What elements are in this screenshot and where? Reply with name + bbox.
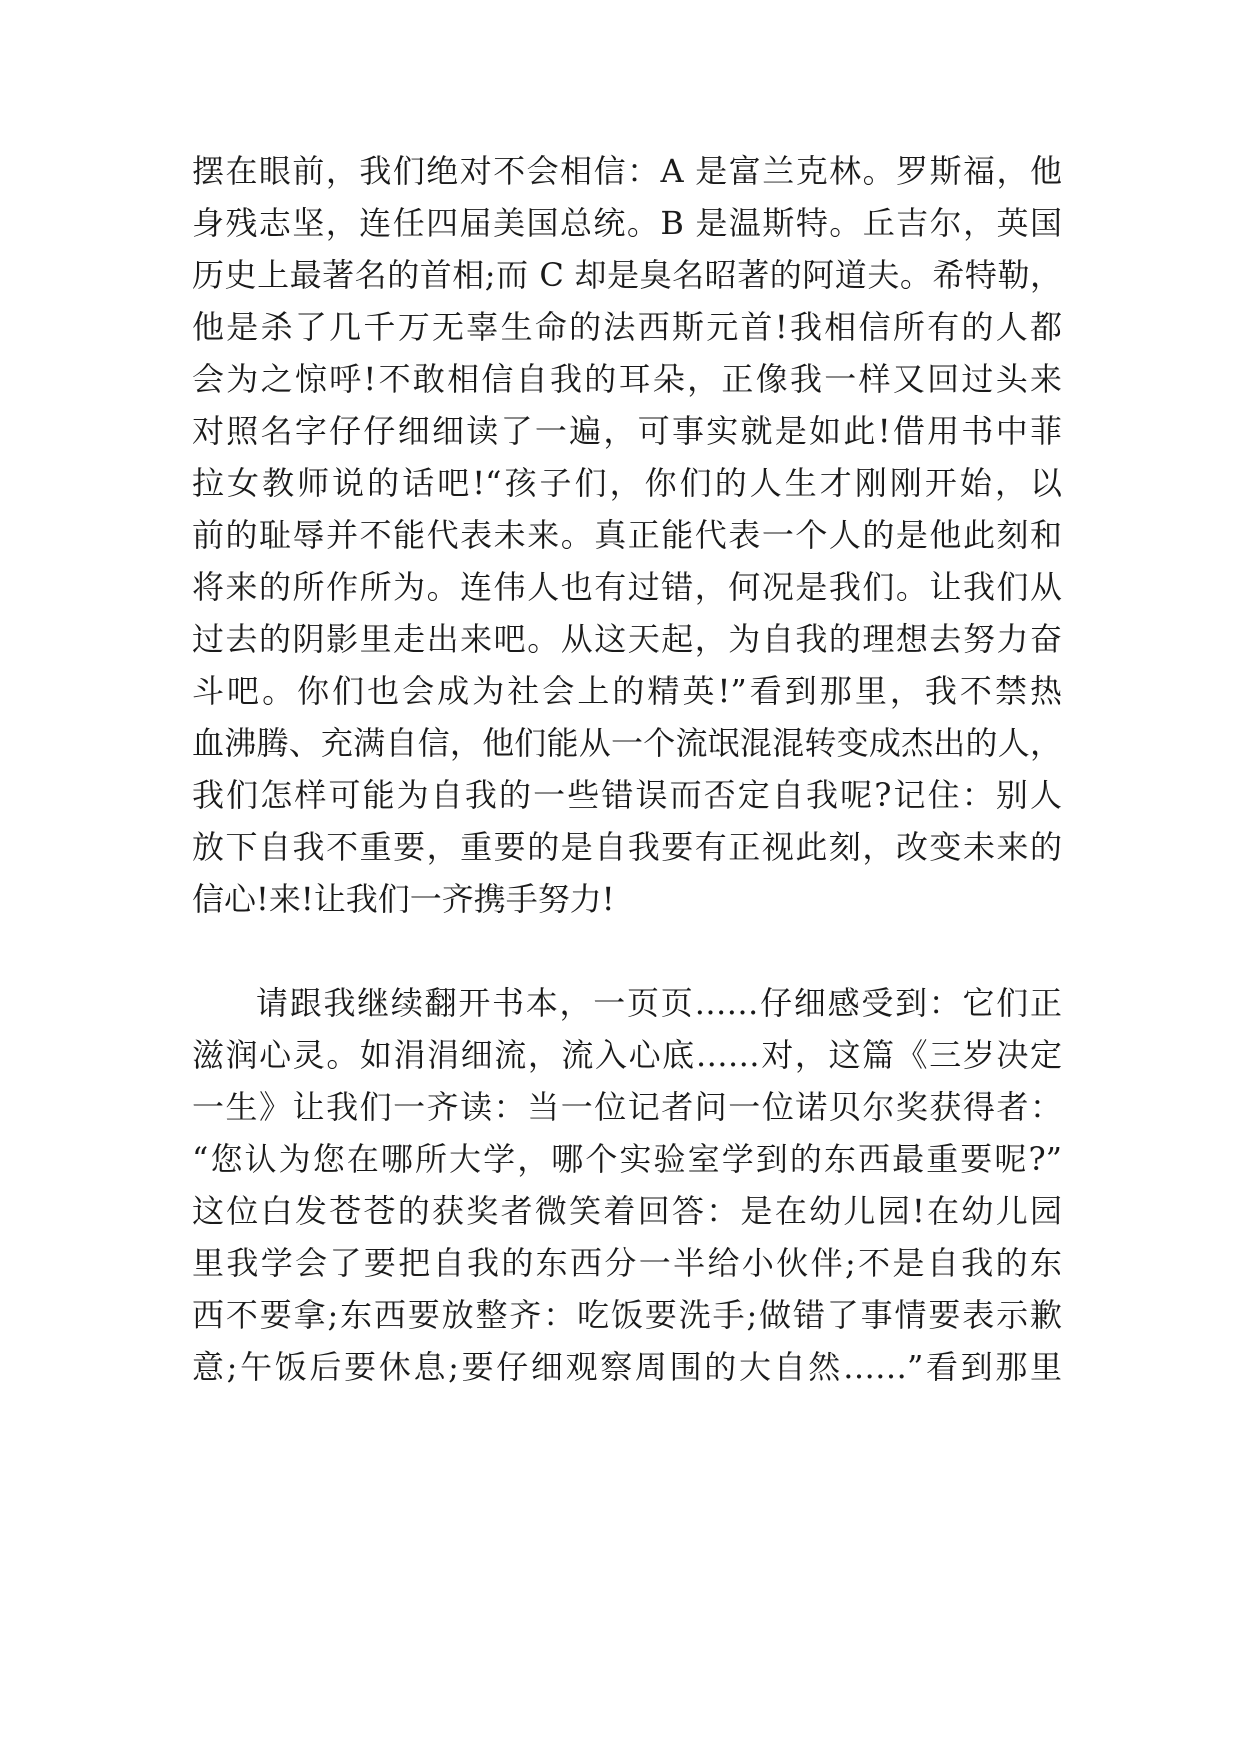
text-line: 拉女教师说的话吧!“孩子们，你们的人生才刚刚开始，以: [192, 464, 1062, 502]
text-line: 将来的所作所为。连伟人也有过错，何况是我们。让我们从: [192, 568, 1062, 606]
text-line: 会为之惊呼!不敢相信自我的耳朵，正像我一样又回过头来: [192, 360, 1062, 398]
text-line: 请跟我继续翻开书本，一页页……仔细感受到：它们正: [256, 984, 1062, 1022]
text-line: 我们怎样可能为自我的一些错误而否定自我呢?记住：别人: [192, 776, 1062, 814]
text-line: “您认为您在哪所大学，哪个实验室学到的东西最重要呢?”: [192, 1140, 1062, 1178]
text-line: 对照名字仔仔细细读了一遍，可事实就是如此!借用书中菲: [192, 412, 1062, 450]
text-line: 前的耻辱并不能代表未来。真正能代表一个人的是他此刻和: [192, 516, 1062, 554]
text-line: 过去的阴影里走出来吧。从这天起，为自我的理想去努力奋: [192, 620, 1062, 658]
text-line: 意;午饭后要休息;要仔细观察周围的大自然……”看到那里: [192, 1348, 1062, 1386]
text-line: 一生》让我们一齐读：当一位记者问一位诺贝尔奖获得者：: [192, 1088, 1062, 1126]
text-line: 信心!来!让我们一齐携手努力!: [192, 880, 615, 918]
text-line: 滋润心灵。如涓涓细流，流入心底……对，这篇《三岁决定: [192, 1036, 1062, 1074]
text-line: 这位白发苍苍的获奖者微笑着回答：是在幼儿园!在幼儿园: [192, 1192, 1062, 1230]
text-line: 西不要拿;东西要放整齐：吃饭要洗手;做错了事情要表示歉: [192, 1296, 1062, 1334]
text-line: 他是杀了几千万无辜生命的法西斯元首!我相信所有的人都: [192, 308, 1062, 346]
text-line: 放下自我不重要，重要的是自我要有正视此刻，改变未来的: [192, 828, 1062, 866]
text-line: 身残志坚，连任四届美国总统。B 是温斯特。丘吉尔，英国: [192, 204, 1062, 242]
text-line: 血沸腾、充满自信，他们能从一个流氓混混转变成杰出的人，: [192, 724, 1062, 762]
text-line: 斗吧。你们也会成为社会上的精英!”看到那里，我不禁热: [192, 672, 1062, 710]
text-line: 摆在眼前，我们绝对不会相信：A 是富兰克林。罗斯福，他: [192, 152, 1062, 190]
text-line: 里我学会了要把自我的东西分一半给小伙伴;不是自我的东: [192, 1244, 1062, 1282]
text-line: 历史上最著名的首相;而 C 却是臭名昭著的阿道夫。希特勒，: [192, 256, 1062, 294]
